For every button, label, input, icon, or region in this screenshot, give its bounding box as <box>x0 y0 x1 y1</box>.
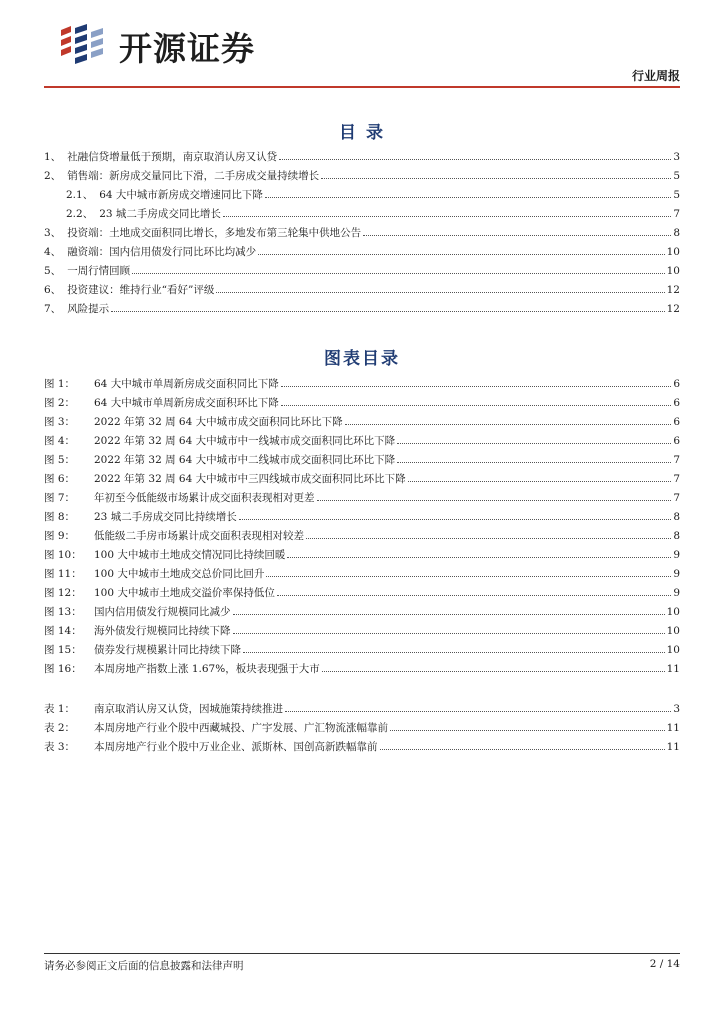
entry-page: 3 <box>673 703 680 715</box>
entry-label: 国内信用债发行规模同比减少 <box>94 606 231 618</box>
entry-page: 6 <box>673 397 680 409</box>
entry-label: 本周房地产行业个股中万业企业、派斯林、国创高新跌幅靠前 <box>94 741 378 753</box>
entry-page: 9 <box>673 568 680 580</box>
entry-number: 图 9： <box>44 530 76 542</box>
entry-label: 风险提示 <box>67 303 110 315</box>
dot-leader <box>223 216 671 217</box>
dot-leader <box>390 730 665 731</box>
entry-number: 图 13： <box>44 606 82 618</box>
dot-leader <box>258 254 664 255</box>
figure-entry[interactable] <box>44 546 680 565</box>
entry-number: 图 3： <box>44 416 76 428</box>
entry-page: 12 <box>666 284 680 296</box>
entry-number: 2、 <box>44 170 62 182</box>
toc-entry[interactable] <box>44 167 680 186</box>
dot-leader <box>216 292 664 293</box>
entry-page: 6 <box>673 378 680 390</box>
dot-leader <box>345 424 672 425</box>
entry-page: 5 <box>673 170 680 182</box>
dot-leader <box>380 749 665 750</box>
entry-number: 6、 <box>44 284 62 296</box>
entry-number: 图 10： <box>44 549 82 561</box>
dot-leader <box>322 671 665 672</box>
company-logo <box>57 22 287 66</box>
entry-page: 7 <box>673 492 680 504</box>
figures-toc-title: 图表目录 <box>324 349 400 369</box>
entry-label: 64 大中城市单周新房成交面积同比下降 <box>94 378 279 390</box>
entry-number: 2.1、 <box>66 189 94 201</box>
entry-page: 12 <box>666 303 680 315</box>
entry-page: 10 <box>666 246 680 258</box>
dot-leader <box>321 178 671 179</box>
dot-leader <box>111 311 664 312</box>
figure-entry[interactable] <box>44 451 680 470</box>
figures-list <box>44 375 680 679</box>
entry-label: 2022 年第 32 周 64 大中城市中三四线城市成交面积同比环比下降 <box>94 473 406 485</box>
dot-leader <box>265 197 671 198</box>
entry-page: 6 <box>673 416 680 428</box>
toc-entry[interactable] <box>44 224 680 243</box>
entry-number: 图 8： <box>44 511 76 523</box>
figure-entry[interactable] <box>44 394 680 413</box>
figure-entry[interactable] <box>44 527 680 546</box>
entry-label: 2022 年第 32 周 64 大中城市成交面积同比环比下降 <box>94 416 343 428</box>
dot-leader <box>287 557 671 558</box>
dot-leader <box>132 273 664 274</box>
dot-leader <box>285 711 671 712</box>
dot-leader <box>281 405 672 406</box>
entry-page: 10 <box>666 606 680 618</box>
entry-label: 2022 年第 32 周 64 大中城市中二线城市成交面积同比环比下降 <box>94 454 396 466</box>
entry-number: 表 2： <box>44 722 76 734</box>
entry-label: 社融信贷增量低于预期，南京取消认房又认贷 <box>67 151 278 163</box>
entry-label: 一周行情回顾 <box>67 265 131 277</box>
entry-page: 7 <box>673 473 680 485</box>
entry-label: 债券发行规模累计同比持续下降 <box>94 644 241 656</box>
entry-number: 图 1： <box>44 378 76 390</box>
entry-label: 64 大中城市单周新房成交面积环比下降 <box>94 397 279 409</box>
figure-entry[interactable] <box>44 432 680 451</box>
entry-number: 2.2、 <box>66 208 94 220</box>
toc-entry[interactable] <box>44 262 680 281</box>
entry-label: 本周房地产指数上涨 1.67%，板块表现强于大市 <box>94 663 320 675</box>
entry-page: 3 <box>673 151 680 163</box>
figure-entry[interactable] <box>44 565 680 584</box>
dot-leader <box>363 235 671 236</box>
entry-number: 1、 <box>44 151 62 163</box>
entry-page: 11 <box>666 663 680 675</box>
dot-leader <box>397 443 671 444</box>
logo-mark-icon <box>57 22 113 66</box>
toc-list <box>44 148 680 319</box>
toc-entry[interactable] <box>44 148 680 167</box>
entry-page: 11 <box>666 741 680 753</box>
figure-entry[interactable] <box>44 375 680 394</box>
table-entry[interactable] <box>44 700 680 719</box>
table-entry[interactable] <box>44 738 680 757</box>
dot-leader <box>277 595 671 596</box>
entry-page: 8 <box>673 530 680 542</box>
dot-leader <box>233 614 665 615</box>
entry-label: 投资端：土地成交面积同比增长，多地发布第三轮集中供地公告 <box>67 227 362 239</box>
entry-number: 5、 <box>44 265 62 277</box>
entry-number: 图 14： <box>44 625 82 637</box>
dot-leader <box>317 500 672 501</box>
entry-page: 8 <box>673 511 680 523</box>
entry-number: 图 5： <box>44 454 76 466</box>
entry-number: 图 11： <box>44 568 82 580</box>
entry-label: 本周房地产行业个股中西藏城投、广宇发展、广汇物流涨幅靠前 <box>94 722 388 734</box>
entry-label: 23 城二手房成交同比增长 <box>99 208 221 220</box>
dot-leader <box>233 633 665 634</box>
entry-label: 年初至今低能级市场累计成交面积表现相对更差 <box>94 492 315 504</box>
dot-leader <box>243 652 665 653</box>
entry-label: 100 大中城市土地成交情况同比持续回暖 <box>94 549 286 561</box>
figure-entry[interactable] <box>44 641 680 660</box>
entry-label: 海外债发行规模同比持续下降 <box>94 625 231 637</box>
toc-entry[interactable] <box>44 300 680 319</box>
figure-entry[interactable] <box>44 603 680 622</box>
entry-number: 图 12： <box>44 587 82 599</box>
entry-label: 融资端：国内信用债发行同比环比均减少 <box>67 246 257 258</box>
entry-page: 6 <box>673 435 680 447</box>
toc-entry[interactable] <box>44 205 680 224</box>
entry-page: 5 <box>673 189 680 201</box>
entry-number: 图 7： <box>44 492 76 504</box>
entry-label: 销售端：新房成交量同比下滑，二手房成交量持续增长 <box>67 170 320 182</box>
entry-page: 11 <box>666 722 680 734</box>
entry-label: 23 城二手房成交同比持续增长 <box>94 511 237 523</box>
toc-entry[interactable] <box>44 186 680 205</box>
dot-leader <box>239 519 672 520</box>
entry-label: 100 大中城市土地成交溢价率保持低位 <box>94 587 275 599</box>
dot-leader <box>281 386 672 387</box>
footer-divider <box>44 953 680 954</box>
entry-page: 9 <box>673 587 680 599</box>
table-entry[interactable] <box>44 719 680 738</box>
entry-page: 7 <box>673 208 680 220</box>
figure-entry[interactable] <box>44 622 680 641</box>
entry-number: 表 3： <box>44 741 76 753</box>
report-type: 行业周报 <box>631 69 680 83</box>
entry-page: 10 <box>666 265 680 277</box>
entry-label: 低能级二手房市场累计成交面积表现相对较差 <box>94 530 304 542</box>
entry-number: 表 1： <box>44 703 76 715</box>
entry-number: 7、 <box>44 303 62 315</box>
entry-page: 10 <box>666 644 680 656</box>
dot-leader <box>266 576 671 577</box>
entry-page: 8 <box>673 227 680 239</box>
entry-number: 图 16： <box>44 663 82 675</box>
brand-name: 开源证券 <box>119 29 255 68</box>
toc-entry[interactable] <box>44 281 680 300</box>
entry-label: 2022 年第 32 周 64 大中城市中一线城市成交面积同比环比下降 <box>94 435 396 447</box>
entry-label: 投资建议：维持行业“看好”评级 <box>67 284 215 296</box>
figure-entry[interactable] <box>44 584 680 603</box>
figure-entry[interactable] <box>44 470 680 489</box>
toc-title: 目 录 <box>339 123 385 143</box>
entry-number: 4、 <box>44 246 62 258</box>
dot-leader <box>397 462 671 463</box>
entry-page: 9 <box>673 549 680 561</box>
figure-entry[interactable] <box>44 489 680 508</box>
entry-page: 7 <box>673 454 680 466</box>
tables-list <box>44 700 680 757</box>
entry-label: 南京取消认房又认贷，因城施策持续推进 <box>94 703 283 715</box>
entry-label: 64 大中城市新房成交增速同比下降 <box>99 189 263 201</box>
page-number: 2 / 14 <box>649 958 680 970</box>
entry-number: 3、 <box>44 227 62 239</box>
dot-leader <box>306 538 671 539</box>
disclaimer-note: 请务必参阅正文后面的信息披露和法律声明 <box>44 960 244 972</box>
figure-entry[interactable] <box>44 413 680 432</box>
entry-number: 图 6： <box>44 473 76 485</box>
entry-number: 图 4： <box>44 435 76 447</box>
figure-entry[interactable] <box>44 508 680 527</box>
entry-label: 100 大中城市土地成交总价同比回升 <box>94 568 265 580</box>
entry-number: 图 15： <box>44 644 82 656</box>
entry-number: 图 2： <box>44 397 76 409</box>
toc-entry[interactable] <box>44 243 680 262</box>
figure-entry[interactable] <box>44 660 680 679</box>
dot-leader <box>279 159 671 160</box>
entry-page: 10 <box>666 625 680 637</box>
dot-leader <box>408 481 672 482</box>
header-divider <box>44 86 680 88</box>
